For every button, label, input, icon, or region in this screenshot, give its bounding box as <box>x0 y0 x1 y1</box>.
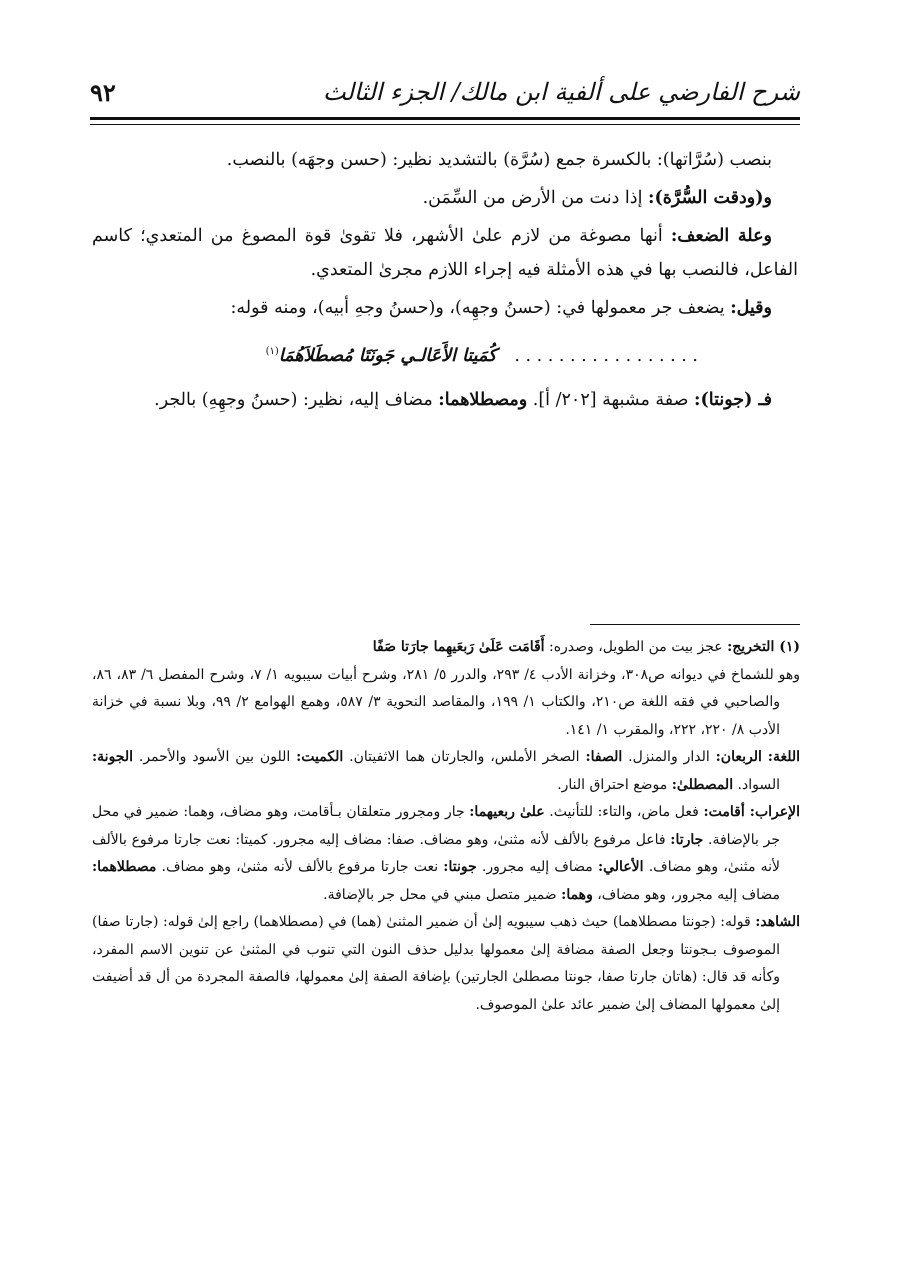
footnote-irab <box>92 799 800 909</box>
lugha-label: اللغة: <box>767 749 800 765</box>
running-title: شرح الفارضي على ألفية ابن مالك/ الجزء الثالث <box>323 78 800 106</box>
irab-key-7: وهما: <box>561 886 593 903</box>
irab-val-3: فاعل مرفوع بالألف لأنه مثنىٰ، وهو مضاف. صفا: مضاف إليه مجرور. كميتا: نعت جارتا مرفوع بالألف لأنه مثنىٰ، وهو مضاف. <box>92 831 780 875</box>
irab-key-3: جارتا: <box>670 831 704 848</box>
header-rule-thick <box>90 117 800 120</box>
irab-val-1: فعل ماض، والتاء: للتأنيث. <box>544 804 704 820</box>
paragraph-3 <box>92 219 798 287</box>
shahid-text: قوله: (جونتا مصطلاهما) حيث ذهب سيبويه إلىٰ أن ضمير المثنىٰ (هما) في (مصطلاهما) راجع إلىٰ قوله: (جارتا صفا) الموصوف بـجونتا وجعل الصفة مضافة إلىٰ معمولها بدليل حذف النون التي تنوب في المثنىٰ عن تنوين الاسم المفرد، وكأنه قد قال: (هاتان جارتا صفا، جونتا مصطلىٰ الجارتين) بإضافة الصفة إلىٰ معمولها، فالصفة المجردة من أل قد أضيفت إلىٰ معمولها المضاف إلىٰ ضمير عائد علىٰ الموصوف. <box>92 914 780 1013</box>
page-number: ٩٢ <box>90 77 116 107</box>
paragraph-4-lead: وقيل: <box>730 298 772 318</box>
lugha-key-5: المصطلىٰ: <box>671 776 734 793</box>
paragraph-4 <box>92 291 798 325</box>
irab-key-6: مصطلاهما: <box>92 859 157 875</box>
footnote-1-sources: وهو للشماخ في ديوانه ص٣٠٨، وخزانة الأدب ٤/ ٢٩٣، والدرر ٥/ ٢٨١، وشرح أبيات سيبويه ١/ ٧، وشرح المفصل ٦/ ٨٣، ٨٦، والصاحبي في فقه اللغة ص٢١٠، والكتاب ١/ ١٩٩، والمقاصد النحوية ٣/ ٥٨٧، وهمع الهوامع ٢/ ٩٩، وبلا نسبة في خزانة الأدب ٨/ ٢٢٠، ٢٢٢، والمقرب ١/ ١٤١. <box>92 666 801 738</box>
lugha-key-1: الربعان: <box>715 749 762 765</box>
paragraph-5-text-b: مضاف إليه، نظير: (حسنُ وجهِهِ) بالجر. <box>154 389 439 410</box>
page-header <box>90 70 800 114</box>
paragraph-1: بنصب (سُرَّاتها): بالكسرة جمع (سُرَّة) بالتشديد نظير: (حسن وجهَه) بالنصب. <box>226 150 772 170</box>
lugha-val-3: اللون بين الأسود والأحمر. <box>133 749 297 765</box>
paragraph-2-lead: و(ودقت السُّرَّة): <box>648 188 772 208</box>
verse-ellipsis: . . . . . . . . . . . . . . . . . <box>514 345 698 366</box>
verse-hemistich: كُمَيتا الأَعَالـي جَونَتَا مُصطَلاَهُمَا <box>278 345 497 366</box>
lugha-val-2: الصخر الأملس، والجارتان هما الاثفيتان. <box>343 749 586 765</box>
lugha-val-1: الدار والمنزل. <box>622 749 716 765</box>
irab-label: الإعراب: <box>749 804 800 820</box>
lugha-key-2: الصفا: <box>585 749 623 765</box>
footnote-shahid <box>92 909 800 1019</box>
footnote-1-verse: أَقَامَت عَلَىٰ رَبعَيهِما جارَتا صَفًا <box>372 639 545 655</box>
lugha-key-3: الكميت: <box>296 749 344 765</box>
irab-val-7: ضمير متصل مبني في محل جر بالإضافة. <box>323 886 562 903</box>
footnote-ref[interactable]: (١) <box>265 346 279 357</box>
lugha-val-4: السواد. <box>733 776 780 793</box>
verse-line <box>92 335 798 373</box>
irab-key-4: الأعالي: <box>597 859 644 875</box>
main-text <box>92 143 798 421</box>
paragraph-4-text: يضعف جر معمولها في: (حسنُ وجهِه)، و(حسنُ وجهِ أبيه)، ومنه قوله: <box>230 298 731 318</box>
paragraph-5-lead: فـ (جونتا): <box>694 389 772 410</box>
footnote-separator <box>590 624 800 625</box>
irab-val-6: مضاف إليه مجرور، وهو مضاف، <box>592 886 780 903</box>
lugha-key-4: الجونة: <box>92 749 133 765</box>
irab-val-5: نعت جارتا مرفوع بالألف لأنه مثنىٰ، وهو مضاف. <box>156 859 444 875</box>
paragraph-3-text: أنها مصوغة من لازم علىٰ الأشهر، فلا تقوىٰ قوة المصوغ من المتعدي؛ كاسم الفاعل، فالنصب بها في هذه الأمثلة فيه إجراء اللازم مجرىٰ المتعدي. <box>92 226 798 280</box>
irab-val-4: مضاف إليه مجرور. <box>476 859 598 875</box>
header-rule-thin <box>90 124 800 125</box>
footnote-1 <box>92 634 800 662</box>
irab-key-1: أقامت: <box>703 804 750 820</box>
footnote-1-text: عجز بيت من الطويل، وصدره: <box>544 639 728 655</box>
paragraph-5 <box>92 383 798 417</box>
paragraph-2-text: إذا دنت من الأرض من السِّمَن. <box>422 188 648 208</box>
paragraph-3-lead: وعلة الضعف: <box>670 226 772 246</box>
irab-key-2: علىٰ ربعيهما: <box>469 804 545 820</box>
irab-val-2: جار ومجرور متعلقان بـأقامت، وهو مضاف، وهما: ضمير في محل جر بالإضافة. <box>92 804 780 848</box>
footnote-lugha <box>92 744 800 799</box>
paragraph-5-lead-2: ومصطلاهما: <box>438 389 528 410</box>
footnote-1-label: (١) التخريج: <box>727 639 800 655</box>
paragraph-5-text-a: صفة مشبهة [٢٠٢/ أ]. <box>527 389 695 410</box>
lugha-val-5: موضع احتراق النار. <box>557 776 672 793</box>
footnotes <box>92 634 800 1019</box>
irab-key-5: جونتا: <box>443 859 477 875</box>
paragraph-2 <box>92 181 798 215</box>
shahid-label: الشاهد: <box>755 914 800 930</box>
